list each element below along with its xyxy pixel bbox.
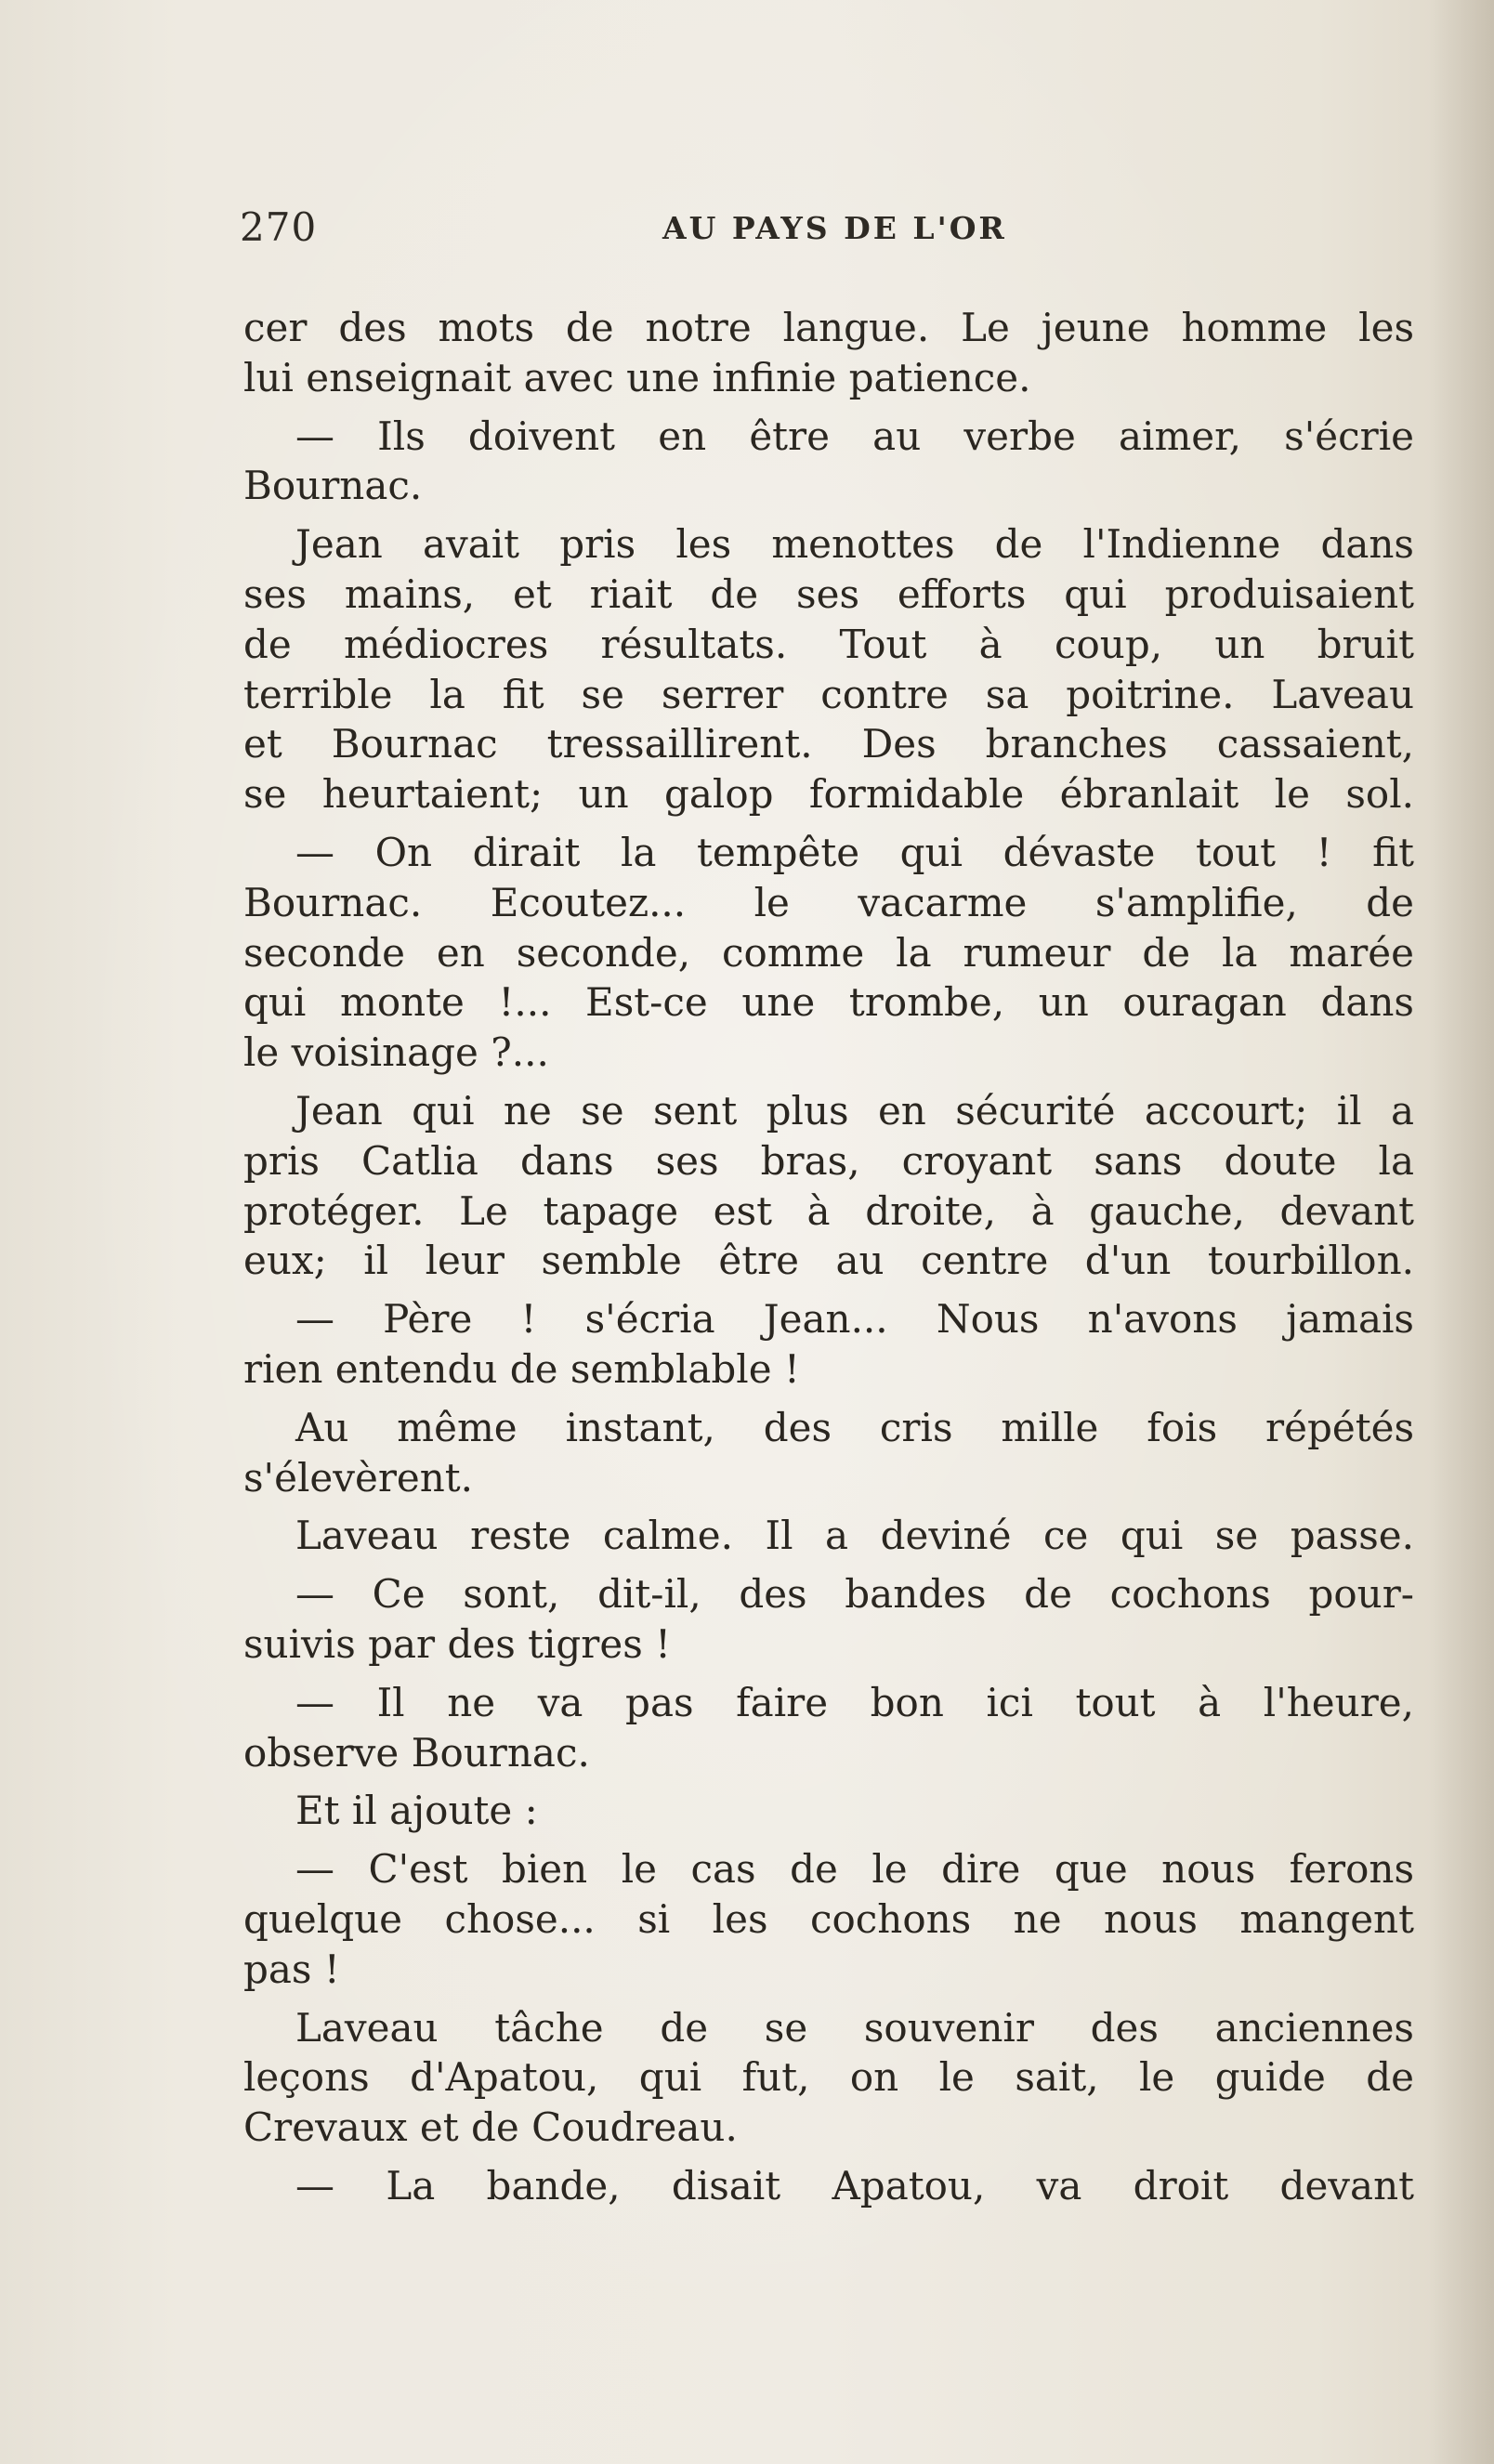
text-line: — La bande, disait Apatou, va droit devant xyxy=(295,2162,1414,2208)
text-line: suivis par des tigres ! xyxy=(243,1620,672,1667)
text-line: se heurtaient; un galop formidable ébranlait le sol. xyxy=(243,771,1414,818)
text-line: Jean qui ne se sent plus en sécurité accourt; il a xyxy=(295,1087,1414,1134)
text-line: rien entendu de semblable ! xyxy=(243,1345,800,1392)
text-line: Laveau tâche de se souvenir des anciennes xyxy=(295,2004,1414,2051)
page-number: 270 xyxy=(240,204,318,250)
text-line: Bournac. Ecoutez... le vacarme s'amplifie, de xyxy=(243,879,1414,925)
text-line: ses mains, et riait de ses efforts qui produisaient xyxy=(243,570,1414,617)
text-line: Et il ajoute : xyxy=(295,1788,538,1834)
text-line: — Il ne va pas faire bon ici tout à l'heure, xyxy=(295,1679,1414,1725)
running-head xyxy=(240,204,1410,260)
text-line: de médiocres résultats. Tout à coup, un bruit xyxy=(243,621,1414,667)
text-line: Jean avait pris les menottes de l'Indienne dans xyxy=(295,521,1414,568)
text-line: seconde en seconde, comme la rumeur de la marée xyxy=(243,929,1414,976)
text-line: — Ils doivent en être au verbe aimer, s'écrie xyxy=(295,413,1414,459)
text-line: pas ! xyxy=(243,1946,340,1992)
text-line: lui enseignait avec une infinie patience. xyxy=(243,354,1031,400)
body-text xyxy=(243,303,1414,2211)
text-line: Crevaux et de Coudreau. xyxy=(243,2104,738,2151)
text-line: cer des mots de notre langue. Le jeune homme les xyxy=(243,305,1414,350)
text-line: quelque chose... si les cochons ne nous mangent xyxy=(243,1895,1414,1942)
text-line: — Ce sont, dit-il, des bandes de cochons pour- xyxy=(295,1571,1414,1618)
text-line: leçons d'Apatou, qui fut, on le sait, le guide de xyxy=(243,2054,1414,2101)
text-line: terrible la fit se serrer contre sa poitrine. Laveau xyxy=(243,671,1414,717)
text-line: — Père ! s'écria Jean... Nous n'avons jamais xyxy=(295,1296,1414,1343)
text-line: observe Bournac. xyxy=(243,1729,590,1776)
text-line: qui monte !... Est-ce une trombe, un ouragan dans xyxy=(243,979,1414,1026)
text-line: s'élevèrent. xyxy=(243,1454,474,1501)
text-line: — On dirait la tempête qui dévaste tout ! fit xyxy=(295,829,1414,875)
text-line: Au même instant, des cris mille fois répétés xyxy=(295,1404,1414,1450)
text-line: le voisinage ?... xyxy=(243,1029,549,1076)
text-line: Bournac. xyxy=(243,463,423,509)
text-line: — C'est bien le cas de le dire que nous ferons xyxy=(295,1846,1414,1893)
text-line: eux; il leur semble être au centre d'un tourbillon. xyxy=(243,1238,1414,1284)
running-title: AU PAYS DE L'OR xyxy=(662,210,1007,246)
text-line: Laveau reste calme. Il a deviné ce qui se passe. xyxy=(295,1513,1414,1559)
text-line: pris Catlia dans ses bras, croyant sans doute la xyxy=(243,1137,1414,1184)
text-line: protéger. Le tapage est à droite, à gauche, devant xyxy=(243,1187,1414,1234)
text-line: et Bournac tressaillirent. Des branches cassaient, xyxy=(243,721,1414,767)
page-edge-shadow xyxy=(1429,0,1494,2464)
